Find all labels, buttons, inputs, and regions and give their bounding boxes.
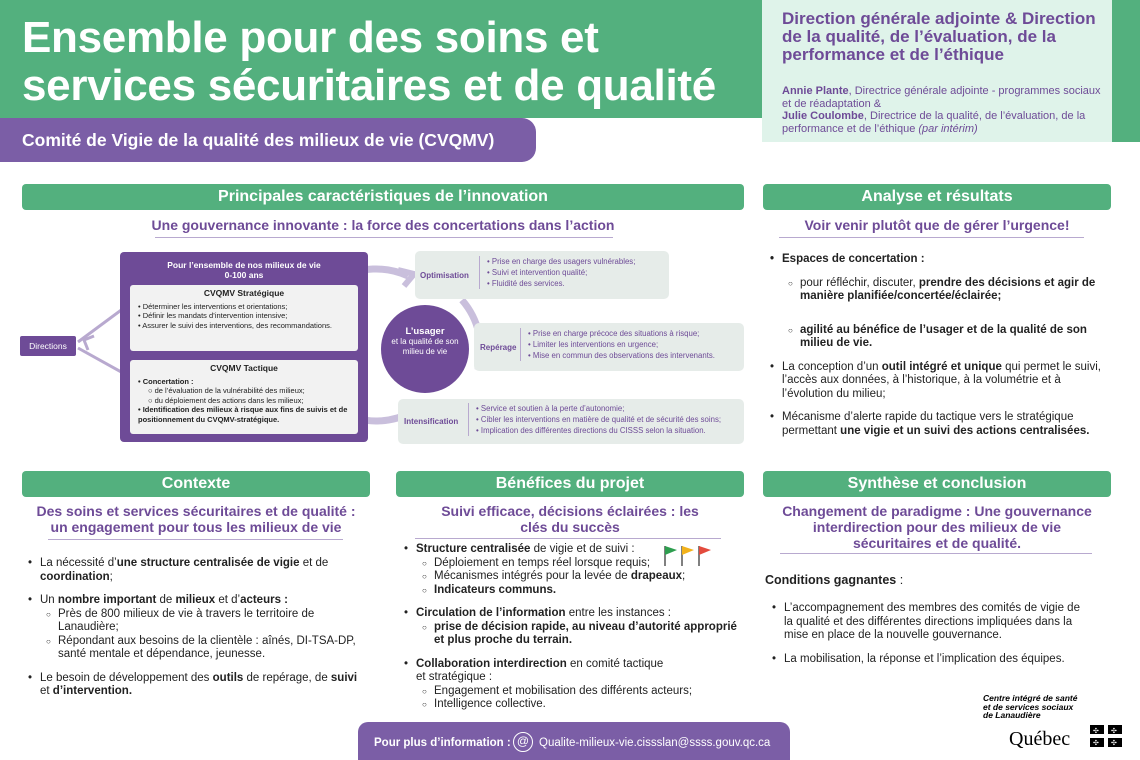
contexte-rule xyxy=(48,539,343,540)
contexte-p1-e: ; xyxy=(109,570,113,583)
conditions-heading xyxy=(765,574,1105,588)
diagram-head xyxy=(120,260,368,280)
benefices-p1-b: de vigie et de suivi : xyxy=(530,543,635,555)
espaces-sub1-b: prendre des décisions et agir de manière planifiée/concertée/éclairée; xyxy=(800,276,1096,302)
conditions-colon: : xyxy=(896,573,904,587)
reperage-list xyxy=(520,328,715,361)
directions-node: Directions xyxy=(20,336,76,356)
optimisation-item: • Suivi et intervention qualité; xyxy=(487,267,635,278)
synthese-subtitle: Changement de paradigme : Une gouvernance interdirection pour des milieux de vie sécuritaires et de qualité. xyxy=(782,503,1092,551)
espaces-heading: Espaces de concertation : xyxy=(782,253,925,265)
intensification-label: Intensification xyxy=(404,417,459,426)
optimisation-label: Optimisation xyxy=(420,271,469,280)
tactical-sub: ○ du déploiement des actions dans les milieux; xyxy=(148,395,304,405)
tactical-card xyxy=(130,360,358,434)
benefices-p1-s2-b: drapeaux xyxy=(630,570,683,582)
contexte-p2-b: nombre important xyxy=(57,594,157,606)
analyse-p2-c: qui permet le suivi, l’accès aux données, à l’historique, à la volumétrie et à l’évolution du milieu; xyxy=(782,360,1101,400)
innovation-subtitle: Une gouvernance innovante : la force des concertations dans l’action xyxy=(151,217,615,233)
direction-people xyxy=(782,85,1107,135)
benefices-p3-b: en comité tactique et stratégique : xyxy=(416,657,664,683)
committee-banner: Comité de Vigie de la qualité des milieux de vie (CVQMV) xyxy=(0,118,536,162)
contexte-p3-e: et xyxy=(40,685,53,697)
benefices-p3-a: Collaboration interdirection xyxy=(416,657,567,670)
contexte-p3-b: outils xyxy=(212,671,244,684)
espaces-sub2: agilité au bénéfice de l’usager et de la qualité de son milieu de vie. xyxy=(800,323,1087,349)
tactical-sub-text: du déploiement des actions dans les milieux; xyxy=(154,395,304,405)
contexte-p2-a: Un xyxy=(40,594,58,606)
list-item: ○ prise de décision rapide, au niveau d’autorité approprié et plus proche du terrain. xyxy=(422,621,744,648)
reperage-item: • Prise en charge précoce des situations à risque; xyxy=(528,328,715,339)
synthese-text xyxy=(772,602,1092,666)
svg-text:✣: ✣ xyxy=(1111,740,1117,747)
tactical-identification-text: Identification des milieux à risque aux fins de suivis et de positionnement du CVQMV-stratégique. xyxy=(138,405,348,424)
intensification-item: • Implication des différentes directions du CISSS selon la situation. xyxy=(476,425,721,436)
strategic-item-text: Déterminer les interventions et orientations; xyxy=(142,301,288,311)
list-item xyxy=(770,411,1105,438)
analyse-p3-b: une vigie et un suivi des actions centralisées. xyxy=(840,424,1090,437)
contexte-p3-c: de repérage, de xyxy=(243,671,331,684)
contexte-subtitle: Des soins et services sécuritaires et de qualité : un engagement pour tous les milieux de vie xyxy=(36,503,356,535)
list-item xyxy=(404,607,744,648)
contexte-text xyxy=(28,557,368,699)
espaces-sub1-a: pour réfléchir, discuter, xyxy=(800,276,919,289)
intensification-box xyxy=(398,399,744,444)
optimisation-item: • Fluidité des services. xyxy=(487,278,635,289)
analyse-text xyxy=(770,253,1105,438)
tactical-identification: • Identification des milieux à risque aux fins de suivis et de positionnement du CVQMV-stratégique. xyxy=(138,405,348,424)
intensification-item: • Service et soutien à la perte d’autonomie; xyxy=(476,403,721,414)
list-item xyxy=(770,253,1105,267)
diagram-head-line2: 0-100 ans xyxy=(224,270,264,280)
list-item xyxy=(404,657,693,712)
tactical-title: CVQMV Tactique xyxy=(210,363,278,373)
list-item: ○ Engagement et mobilisation des différents acteurs; xyxy=(422,685,742,699)
at-icon: @ xyxy=(513,732,533,752)
analyse-p2-b: outil intégré et unique xyxy=(881,360,1002,373)
strategic-item: • Définir les mandats d’intervention intensive; xyxy=(138,311,288,320)
person2-role: , Directrice de la qualité, de l’évaluation, de la performance et de l’éthique xyxy=(782,110,1086,135)
benefices-p1-s2-a: Mécanismes intégrés pour la levée de xyxy=(434,570,631,582)
usager-circle xyxy=(381,305,469,393)
benefices-rule xyxy=(415,538,721,539)
person1-role: , Directrice générale adjointe - programmes sociaux et de réadaptation & xyxy=(782,85,1101,110)
innovation-rule xyxy=(155,237,613,238)
contact-label: Pour plus d’information : xyxy=(374,737,511,749)
svg-text:✣: ✣ xyxy=(1111,728,1117,735)
benefices-text xyxy=(404,543,744,712)
list-item xyxy=(28,594,368,662)
benefices-p1-a: Structure centralisée xyxy=(416,543,531,555)
contexte-bar: Contexte xyxy=(22,471,370,497)
panel-edge xyxy=(1112,0,1140,142)
contact-footer xyxy=(358,722,790,760)
contexte-p1-c: et de xyxy=(299,557,329,569)
list-item: • La mobilisation, la réponse et l’implication des équipes. xyxy=(772,653,1092,667)
svg-text:✣: ✣ xyxy=(1093,740,1099,747)
cisss-logo-text: Centre intégré de santé et de services sociaux de Lanaudière xyxy=(983,693,1078,720)
quebec-flag-icon xyxy=(1090,725,1122,747)
analyse-rule xyxy=(779,237,1084,238)
contexte-p1-a: La nécessité d’ xyxy=(40,557,117,569)
benefices-p2-a: Circulation de l’information xyxy=(416,607,566,619)
direction-title: Direction générale adjointe & Direction de la qualité, de l’évaluation, de la performance et de l’éthique xyxy=(782,9,1096,64)
analyse-p3-a: Mécanisme d’alerte rapide du tactique vers le stratégique permettant xyxy=(782,411,1074,437)
usager-subtitle: et la qualité de son milieu de vie xyxy=(391,337,459,356)
benefices-subtitle: Suivi efficace, décisions éclairées : les clés du succès xyxy=(441,503,699,535)
strategic-card xyxy=(130,285,358,351)
strategic-item: • Déterminer les interventions et orientations; xyxy=(138,301,288,311)
synthese-rule xyxy=(780,553,1092,554)
contexte-p1-b: une structure centralisée de vigie xyxy=(116,557,300,569)
tactical-concertation: • Concertation : xyxy=(138,376,194,386)
analyse-p2-a: La conception d’un xyxy=(782,360,882,373)
innovation-bar: Principales caractéristiques de l’innovation xyxy=(22,184,744,210)
analyse-subtitle: Voir venir plutôt que de gérer l’urgence! xyxy=(804,217,1070,233)
usager-title: L’usager xyxy=(405,326,445,337)
strategic-item-text: Assurer le suivi des interventions, des recommandations. xyxy=(142,320,332,330)
flag-green-icon xyxy=(665,546,677,566)
flags-icon xyxy=(662,544,714,568)
contexte-p3-d: suivi xyxy=(330,671,358,684)
cvqmv-diagram-box xyxy=(120,252,368,442)
tactical-concertation-text: Concertation : xyxy=(142,376,194,386)
list-item xyxy=(422,570,744,584)
reperage-label: Repérage xyxy=(480,343,517,352)
list-item: ○ Répondant aux besoins de la clientèle : aînés, DI-TSA-DP, santé mentale et dépendance, jeunesse. xyxy=(46,635,368,662)
person2-note: (par intérim) xyxy=(918,122,978,135)
direction-panel xyxy=(762,0,1112,142)
analyse-bar: Analyse et résultats xyxy=(763,184,1111,210)
page-title: Ensemble pour des soins et services sécuritaires et de qualité xyxy=(22,13,716,110)
list-item: ○ Intelligence collective. xyxy=(422,698,742,712)
flag-red-icon xyxy=(699,546,711,566)
person1-name: Annie Plante xyxy=(782,85,849,97)
benefices-p2-b: entre les instances : xyxy=(565,607,671,619)
strategic-title: CVQMV Stratégique xyxy=(203,288,285,298)
diagram-head-line1: Pour l’ensemble de nos milieux de vie xyxy=(167,260,321,270)
list-item: ○ Déploiement en temps réel lorsque requis; xyxy=(422,557,744,571)
tactical-sub-text: de l’évaluation de la vulnérabilité des milieux; xyxy=(154,386,305,395)
optimisation-box xyxy=(415,251,669,299)
benefices-bar: Bénéfices du projet xyxy=(396,471,744,497)
reperage-item: • Mise en commun des observations des intervenants. xyxy=(528,350,715,361)
quebec-wordmark: Québec xyxy=(1009,728,1071,750)
contexte-p2-c: de xyxy=(156,594,176,606)
contexte-p3-a: Le besoin de développement des xyxy=(40,671,213,684)
optimisation-item: • Prise en charge des usagers vulnérables; xyxy=(487,256,635,267)
svg-text:✣: ✣ xyxy=(1093,728,1099,735)
contexte-p3-f: d’intervention. xyxy=(52,685,133,697)
list-item xyxy=(788,277,1105,304)
strategic-item: • Assurer le suivi des interventions, des recommandations. xyxy=(138,320,332,330)
strategic-item-text: Définir les mandats d’intervention intensive; xyxy=(142,311,288,320)
contexte-p2-d: milieux xyxy=(175,594,216,606)
reperage-item: • Limiter les interventions en urgence; xyxy=(528,339,715,350)
reperage-box xyxy=(474,323,744,371)
list-item xyxy=(28,557,368,584)
contexte-p1-d: coordination xyxy=(40,570,110,583)
optimisation-list xyxy=(479,256,635,289)
list-item xyxy=(770,361,1105,402)
tactical-sub: ○ de l’évaluation de la vulnérabilité des milieux; xyxy=(148,386,305,395)
list-item: • L’accompagnement des membres des comités de vigie de la qualité et des différentes directions impliquées dans la mise en place de la nouvelle gouvernance. xyxy=(772,602,1092,643)
synthese-bar: Synthèse et conclusion xyxy=(763,471,1111,497)
contact-email[interactable]: Qualite-milieux-vie.cissslan@ssss.gouv.qc.ca xyxy=(539,737,771,749)
conditions-label: Conditions gagnantes xyxy=(765,573,897,587)
intensification-list xyxy=(468,403,721,436)
list-item: ○ Près de 800 milieux de vie à travers le territoire de Lanaudière; xyxy=(46,608,368,635)
benefices-p1-s2-c: ; xyxy=(682,570,686,582)
contexte-p2-e: et d’ xyxy=(215,594,241,606)
flag-yellow-icon xyxy=(682,546,694,566)
list-item xyxy=(788,324,1105,351)
person2-name: Julie Coulombe xyxy=(782,110,864,122)
list-item xyxy=(28,672,368,699)
list-item: ○ Indicateurs communs. xyxy=(422,584,744,598)
contexte-p2-f: acteurs : xyxy=(240,594,288,606)
intensification-item: • Cibler les interventions en matière de qualité et de sécurité des soins; xyxy=(476,414,721,425)
